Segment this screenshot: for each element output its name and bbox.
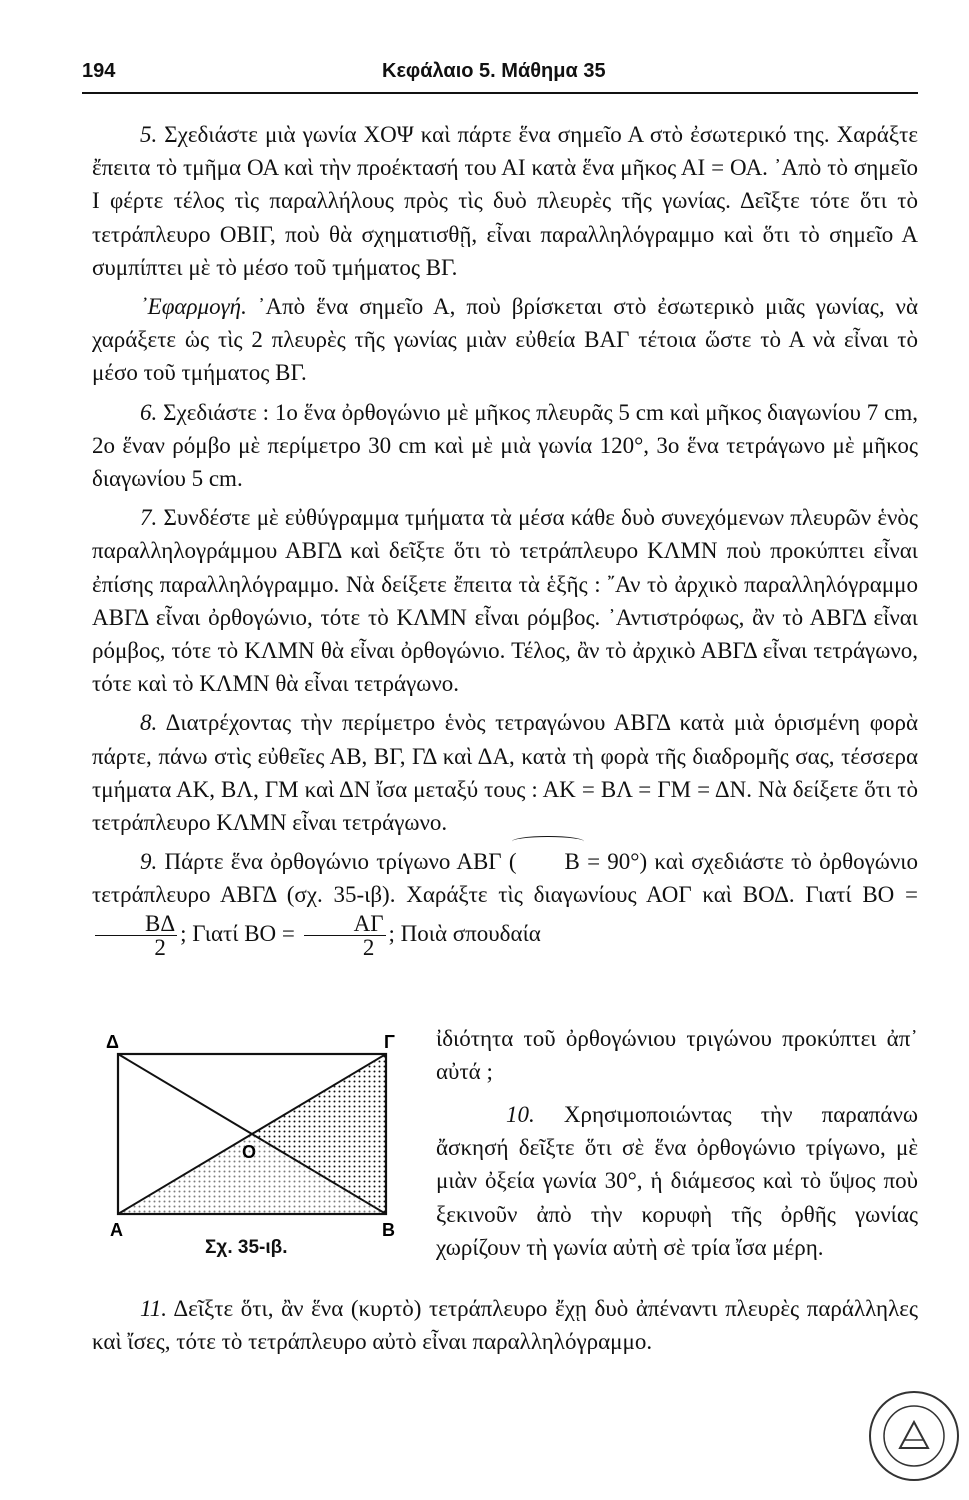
exercise-text-part4: ; Ποιὰ σπουδαία xyxy=(388,920,541,946)
exercise-text-cont: ἰδιότητα τοῦ ὀρθογώνιου τριγώνου προκύπτει ἀπ᾿ αὐτά ; xyxy=(436,1026,918,1085)
exercise-10 xyxy=(436,1098,918,1264)
page-body xyxy=(92,118,918,959)
exercise-8 xyxy=(92,706,918,839)
center-label-o: Ο xyxy=(242,1142,257,1162)
exercise-6 xyxy=(92,396,918,496)
vertex-label-d: Δ xyxy=(106,1034,119,1052)
exercise-number: 11. xyxy=(140,1296,168,1321)
exercise-9 xyxy=(92,845,918,958)
exercise-text: Διατρέχοντας τὴν περίμετρο ἑνὸς τετραγώνου ΑΒΓΔ κατὰ μιὰ ὁρισμένη φορὰ πάρτε, πάνω στὶς εὐθεῖες ΑΒ, ΒΓ, ΓΔ καὶ ΔΑ, κατὰ τὴ φορὰ τῆς διαδρομῆς σας, τέσσερα τμήματα ΑΚ, ΒΛ, ΓΜ καὶ ΔΝ ἴσα μεταξύ τους : ΑΚ = ΒΛ = ΓΜ = ΔΝ. Νὰ δείξετε ὅτι τὸ τετράπλευρο ΚΛΜΝ εἶναι τετράγωνο. xyxy=(92,710,918,836)
application-text: ᾿Απὸ ἕνα σημεῖο Α, ποὺ βρίσκεται στὸ ἐσωτερικὸ μιᾶς γωνίας, νὰ χαράξετε ὡς τὶς 2 πλευρὲς τῆς γωνίας μιὰν εὐθεία ΒΑΓ τέτοια ὥστε τὸ Α νὰ εἶναι τὸ μέσο τοῦ τμήματος ΒΓ. xyxy=(92,294,918,386)
exercise-text: Σχεδιάστε : 1ο ἕνα ὀρθογώνιο μὲ μῆκος πλευρᾶς 5 cm καὶ μῆκος διαγωνίου 7 cm, 2ο ἕναν ρόμβο μὲ περίμετρο 30 cm καὶ μὲ μιὰ γωνία 120°, 3ο ἕνα τετράγωνο μὲ μῆκος διαγωνίου 5 cm. xyxy=(92,399,918,492)
angle-hat-letter: Β xyxy=(516,845,579,878)
application-label: ᾿Εφαρμογή. xyxy=(140,294,247,320)
fraction-numerator: ΑΓ xyxy=(304,912,386,936)
exercise-number: 7. xyxy=(140,505,158,531)
vertex-label-a: Α xyxy=(110,1220,123,1240)
exercise-number: 9. xyxy=(140,849,158,875)
fraction-denominator: 2 xyxy=(154,934,166,960)
exercise-text: Δεῖξτε ὅτι, ἂν ἕνα (κυρτὸ) τετράπλευρο ἔχῃ δυὸ ἀπέναντι πλευρὲς παράλληλες καὶ ἴσες, τότε τὸ τετράπλευρο αὐτὸ εἶναι παραλληλόγραμμο. xyxy=(92,1296,918,1355)
figure-rectangle-diagonals xyxy=(92,1034,412,1264)
exercise-text-part1: Πάρτε ἕνα ὀρθογώνιο τρίγωνο ΑΒΓ ( xyxy=(164,849,517,875)
exercise-number: 10. xyxy=(506,1102,535,1127)
fraction-denominator: 2 xyxy=(362,934,375,960)
fraction-bd-over-2 xyxy=(95,912,177,959)
exercise-text: Συνδέστε μὲ εὐθύγραμμα τμήματα τὰ μέσα κάθε δυὸ συνεχόμενων πλευρῶν ἑνὸς παραλληλογράμμου ΑΒΓΔ καὶ δεῖξτε ὅτι τὸ τετράπλευρο ΚΛΜΝ ποὺ προκύπτει εἶναι ἐπίσης παραλληλόγραμμο. Νὰ δείξετε ἔπειτα τὰ ἑξῆς : ῎Αν τὸ ἀρχικὸ παραλληλόγραμμο ΑΒΓΔ εἶναι ὀρθογώνιο, τότε τὸ ΚΛΜΝ εἶναι ρόμβος. ᾿Αντιστρόφως, ἂν τὸ ΑΒΓΔ εἶναι ρόμβος, τότε τὸ ΚΛΜΝ θὰ εἶναι ὀρθογώνιο. Τέλος, ἂν τὸ ἀρχικὸ ΑΒΓΔ εἶναι τετράγωνο, τότε καὶ τὸ ΚΛΜΝ θὰ εἶναι τετράγωνο. xyxy=(92,505,919,697)
exercise-text-part2: = 90°) καὶ σχεδιάστε τὸ ὀρθογώνιο τετράπλευρο ΑΒΓΔ (σχ. 35-ιβ). Χαράξτε τὶς διαγωνίους ΑΟΓ καὶ ΒΟΔ. Γιατί ΒΟ = xyxy=(92,849,918,908)
exercise-5-application xyxy=(92,290,918,390)
exercise-number: 6. xyxy=(140,399,158,425)
exercise-9-continuation xyxy=(436,1022,918,1088)
exercise-text: Σχεδιάστε μιὰ γωνία ΧΟΨ καὶ πάρτε ἕνα σημεῖο Α στὸ ἐσωτερικό της. Χαράξτε ἔπειτα τὸ τμῆμα ΟΑ καὶ τὴν προέκτασή του ΑΙ κατὰ ἕνα μῆκος ΑΙ = ΟΑ. ᾿Απὸ τὸ σημεῖο Ι φέρτε τέλος τὶς παραλλήλους πρὸς τὶς δυὸ πλευρὲς τῆς γωνίας. Δεῖξτε τότε ὅτι τὸ τετράπλευρο ΟΒΙΓ, ποὺ θὰ σχηματισθῇ, εἶναι παραλληλόγραμμο καὶ ὅτι τὸ σημεῖο Α συμπίπτει μὲ τὸ μέσο τοῦ τμήματος ΒΓ. xyxy=(92,122,918,280)
stamp-inner-ring xyxy=(884,1406,944,1466)
library-stamp-seal xyxy=(866,1388,962,1484)
vertex-label-b: Β xyxy=(382,1220,395,1240)
stamp-outer-ring xyxy=(870,1392,958,1480)
stamp-emblem-icon xyxy=(900,1422,928,1448)
exercise-text: Χρησιμοποιώντας τὴν παραπάνω ἄσκησή δεῖξτε ὅτι σὲ ἕνα ὀρθογώνιο τρίγωνο, μὲ μιὰν ὀξεία γωνία 30°, ἡ διάμεσος καὶ τὸ ὕψος ποὺ ξεκινοῦν ἀπὸ τὴν κορυφὴ τῆς ὀρθῆς γωνίας χωρίζουν τὴ γωνία αὐτὴ σὲ τρία ἴσα μέρη. xyxy=(436,1102,918,1260)
page-body-bottom xyxy=(92,1292,918,1364)
exercise-11 xyxy=(92,1292,918,1358)
page-number: 194 xyxy=(82,60,116,82)
exercise-5 xyxy=(92,118,918,284)
page-header xyxy=(82,52,918,94)
fraction-numerator: ΒΔ xyxy=(95,912,177,936)
exercise-number: 5. xyxy=(140,122,158,147)
exercise-number: 8. xyxy=(140,710,158,736)
exercise-7 xyxy=(92,501,918,700)
vertex-label-g: Γ xyxy=(384,1034,395,1052)
figure-caption: Σχ. 35-ιβ. xyxy=(205,1237,288,1258)
chapter-title: Κεφάλαιο 5. Μάθημα 35 xyxy=(382,60,606,82)
fraction-ag-over-2 xyxy=(304,912,386,959)
exercise-text-part3: ; Γιατί ΒΟ = xyxy=(180,920,295,946)
